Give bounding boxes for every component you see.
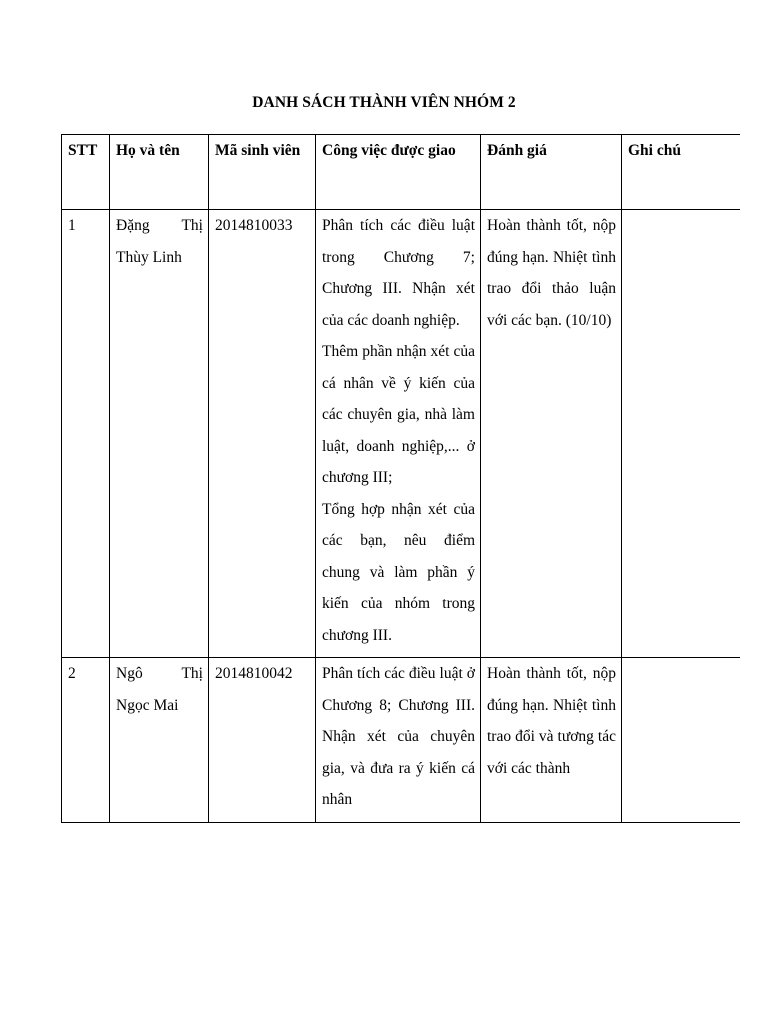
cell-name: Đặng Thị Thùy Linh xyxy=(110,210,209,658)
cell-review: Hoàn thành tốt, nộp đúng hạn. Nhiệt tình trao đổi và tương tác với các thành xyxy=(481,658,622,823)
table-header-row xyxy=(62,135,741,210)
table-row xyxy=(62,210,741,658)
header-note: Ghi chú xyxy=(622,135,741,210)
header-name: Họ và tên xyxy=(110,135,209,210)
cell-student-id: 2014810033 xyxy=(209,210,316,658)
task-paragraph: Thêm phần nhận xét của cá nhân về ý kiến của các chuyên gia, nhà làm luật, doanh nghiệp,... ở chương III; xyxy=(322,343,475,486)
task-paragraph: Tổng hợp nhận xét của các bạn, nêu điểm chung và làm phần ý kiến của nhóm trong chương III. xyxy=(322,500,475,644)
document-title: DANH SÁCH THÀNH VIÊN NHÓM 2 xyxy=(252,94,516,111)
task-paragraph: Phân tích các điều luật trong Chương 7; Chương III. Nhận xét của các doanh nghiệp. xyxy=(322,217,475,329)
header-student-id: Mã sinh viên xyxy=(209,135,316,210)
cell-name: Ngô Thị Ngọc Mai xyxy=(110,658,209,823)
header-stt: STT xyxy=(62,135,110,210)
cell-student-id: 2014810042 xyxy=(209,658,316,823)
cell-stt: 1 xyxy=(62,210,110,658)
cell-review: Hoàn thành tốt, nộp đúng hạn. Nhiệt tình trao đổi thảo luận với các bạn. (10/10) xyxy=(481,210,622,658)
header-review: Đánh giá xyxy=(481,135,622,210)
cell-note xyxy=(622,210,741,658)
members-table-container xyxy=(61,134,740,916)
table-row xyxy=(62,658,741,823)
header-task: Công việc được giao xyxy=(316,135,481,210)
cell-task xyxy=(316,210,481,658)
members-table xyxy=(61,134,740,823)
task-paragraph: Phân tích các điều luật ở Chương 8; Chương III. Nhận xét của chuyên gia, và đưa ra ý kiến cá nhân xyxy=(322,665,475,808)
cell-stt: 2 xyxy=(62,658,110,823)
cell-task xyxy=(316,658,481,823)
cell-note xyxy=(622,658,741,823)
